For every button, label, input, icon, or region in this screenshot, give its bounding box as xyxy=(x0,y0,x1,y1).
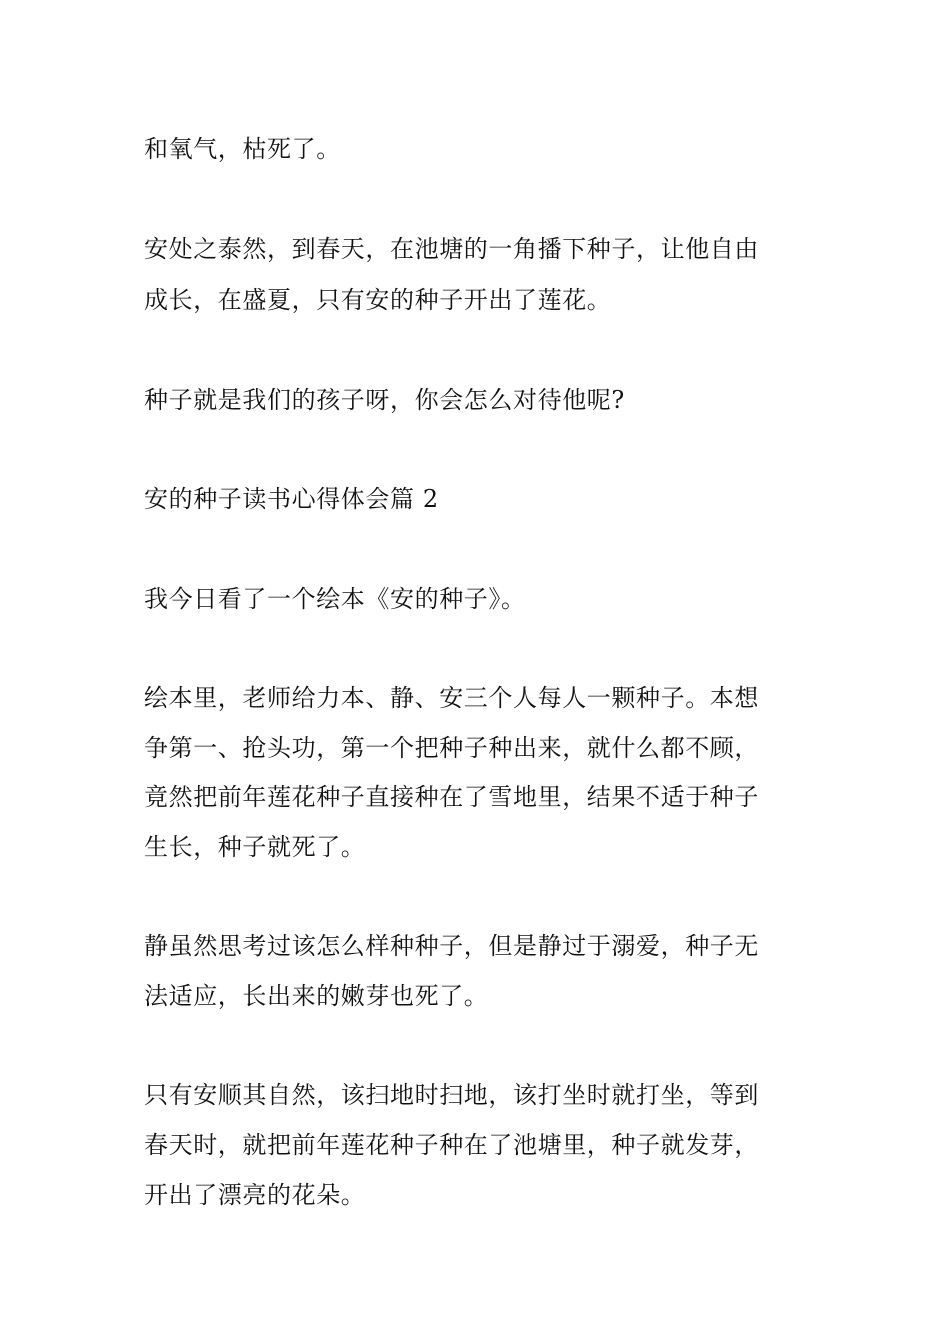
paragraph-6-line-1: 绘本里，老师给力本、静、安三个人每人一颗种子。本想 xyxy=(144,684,759,712)
paragraph-6-line-4: 生长，种子就死了。 xyxy=(144,833,366,861)
paragraph-2-line-2: 成长，在盛夏，只有安的种子开出了莲花。 xyxy=(144,286,612,314)
paragraph-2-line-1: 安处之泰然，到春天，在池塘的一角播下种子，让他自由 xyxy=(144,235,759,263)
paragraph-6-line-3: 竟然把前年莲花种子直接种在了雪地里，结果不适于种子 xyxy=(144,783,759,811)
paragraph-6-line-2: 争第一、抢头功，第一个把种子种出来，就什么都不顾， xyxy=(144,734,759,762)
section-heading: 安的种子读书心得体会篇 2 xyxy=(144,485,439,513)
paragraph-8-line-2: 春天时，就把前年莲花种子种在了池塘里，种子就发芽， xyxy=(144,1131,759,1159)
paragraph-7-line-1: 静虽然思考过该怎么样种种子，但是静过于溺爱，种子无 xyxy=(144,932,759,960)
paragraph-8-line-3: 开出了漂亮的花朵。 xyxy=(144,1181,366,1209)
paragraph-1-line-1: 和氧气，枯死了。 xyxy=(144,135,341,163)
paragraph-7-line-2: 法适应，长出来的嫩芽也死了。 xyxy=(144,982,489,1010)
paragraph-8-line-1: 只有安顺其自然，该扫地时扫地，该打坐时就打坐，等到 xyxy=(144,1081,759,1109)
paragraph-5-line-1: 我今日看了一个绘本《安的种子》。 xyxy=(144,585,526,613)
paragraph-3-line-1: 种子就是我们的孩子呀，你会怎么对待他呢? xyxy=(144,386,625,414)
